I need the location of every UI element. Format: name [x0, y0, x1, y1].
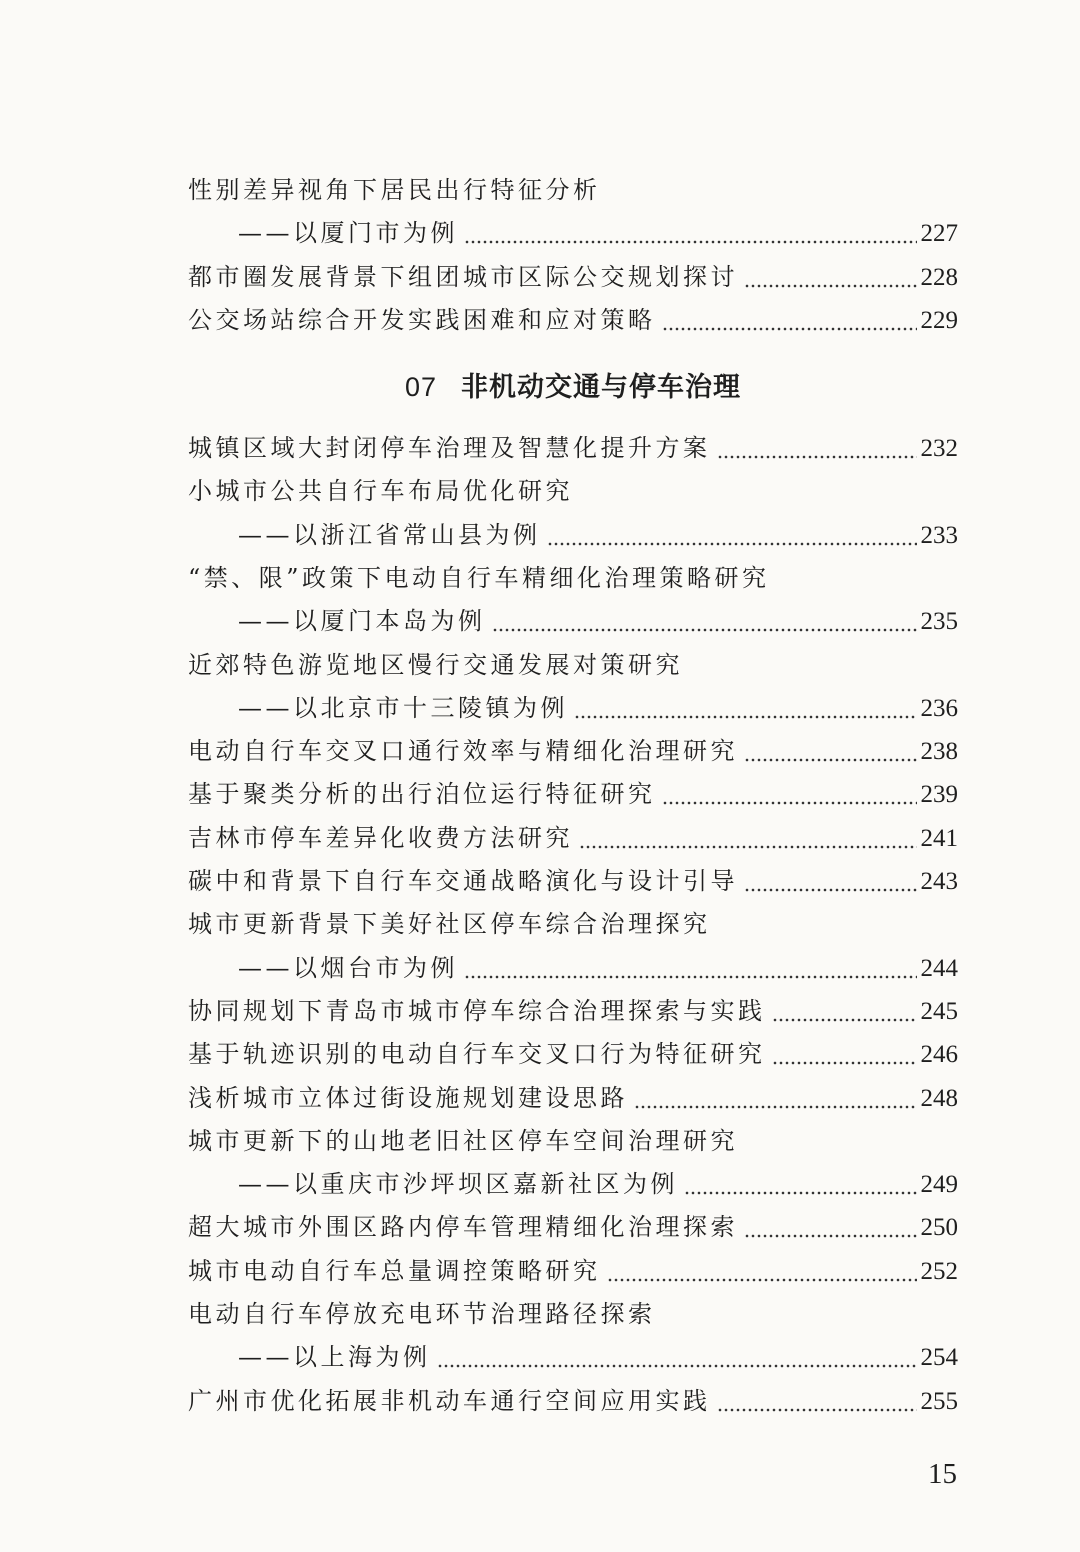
- dot-leader: [717, 1381, 917, 1421]
- toc-entry-title: ——以重庆市沙坪坝区嘉新社区为例: [238, 1170, 678, 1199]
- toc-entry: [188, 1121, 958, 1161]
- toc-entry-title: 近郊特色游览地区慢行交通发展对策研究: [188, 650, 683, 679]
- toc-entry-title: 电动自行车停放充电环节治理路径探索: [188, 1300, 656, 1328]
- toc-page-number: 233: [920, 521, 958, 549]
- toc-entry-title: “禁、限”政策下电动自行车精细化治理策略研究: [188, 563, 770, 592]
- dot-leader: [579, 818, 917, 858]
- toc-subtitle-line: [188, 688, 958, 728]
- toc-page-number: 239: [920, 781, 958, 809]
- toc-subtitle-line: [188, 1164, 958, 1204]
- toc-entry: [188, 1207, 958, 1247]
- toc-page-number: 236: [920, 694, 958, 722]
- toc-subtitle-line: [188, 601, 958, 641]
- dot-leader: [464, 213, 917, 253]
- toc-entry-title: ——以浙江省常山县为例: [238, 520, 541, 549]
- dot-leader: [607, 1251, 917, 1291]
- toc-entry-title: ——以上海为例: [238, 1343, 431, 1372]
- toc-entry: [188, 991, 958, 1031]
- toc-page-number: 228: [920, 263, 958, 291]
- toc-entry-title: ——以烟台市为例: [238, 953, 458, 982]
- toc-page-number: 246: [920, 1041, 958, 1069]
- section-heading: [188, 364, 958, 410]
- dot-leader: [492, 601, 917, 641]
- toc-entry: [188, 1034, 958, 1074]
- dot-leader: [772, 991, 917, 1031]
- page-number: 15: [928, 1458, 957, 1490]
- toc-entry: [188, 861, 958, 901]
- toc-entry-title: 吉林市停车差异化收费方法研究: [188, 823, 573, 852]
- toc-entry-title: 城市更新背景下美好社区停车综合治理探究: [188, 910, 711, 939]
- dot-leader: [662, 300, 917, 340]
- toc-page-number: 227: [920, 220, 958, 248]
- dot-leader: [744, 1207, 917, 1247]
- toc-entry-title: ——以厦门本岛为例: [238, 607, 486, 636]
- toc-entry-title: 碳中和背景下自行车交通战略演化与设计引导: [188, 867, 738, 895]
- toc-page-number: 249: [920, 1171, 958, 1199]
- dot-leader: [744, 257, 917, 297]
- dot-leader: [772, 1034, 917, 1074]
- toc-entry: [188, 1078, 958, 1118]
- toc-entry: [188, 731, 958, 771]
- toc-subtitle-line: [188, 213, 958, 253]
- toc-page-number: 232: [920, 435, 958, 462]
- dot-leader: [547, 515, 917, 555]
- toc-entry: [188, 558, 958, 598]
- toc-page-number: 250: [920, 1214, 958, 1242]
- dot-leader: [634, 1078, 917, 1118]
- toc-entry-title: 小城市公共自行车布局优化研究: [188, 477, 573, 506]
- toc-page-number: 245: [920, 997, 958, 1025]
- toc-entry: [188, 1251, 958, 1291]
- toc-entry-title: 城市更新下的山地老旧社区停车空间治理研究: [188, 1126, 738, 1155]
- section-number: 07: [404, 372, 438, 402]
- toc-entry: [188, 818, 958, 858]
- toc-entry: [188, 774, 958, 814]
- dot-leader: [744, 861, 917, 901]
- toc-entry-title: ——以厦门市为例: [238, 219, 458, 248]
- dot-leader: [662, 774, 917, 814]
- toc-page-number: 252: [920, 1257, 958, 1285]
- toc-entry-title: 基于轨迹识别的电动自行车交叉口行为特征研究: [188, 1040, 766, 1069]
- dot-leader: [684, 1164, 917, 1204]
- dot-leader: [574, 688, 917, 728]
- toc-entry-title: 超大城市外围区路内停车管理精细化治理探索: [188, 1213, 738, 1242]
- toc-entry-title: 公交场站综合开发实践困难和应对策略: [188, 305, 656, 334]
- dot-leader: [464, 948, 917, 988]
- toc-entry-title: 城镇区域大封闭停车治理及智慧化提升方案: [188, 434, 711, 462]
- toc-page-number: 238: [920, 738, 958, 766]
- toc-entry: [188, 257, 958, 297]
- toc-entry: [188, 1294, 958, 1334]
- toc-entry-title: 城市电动自行车总量调控策略研究: [188, 1256, 601, 1285]
- toc-entry: [188, 904, 958, 944]
- toc-subtitle-line: [188, 1337, 958, 1377]
- toc-subtitle-line: [188, 515, 958, 555]
- toc-entry: [188, 645, 958, 685]
- toc-page-number: 244: [920, 954, 958, 982]
- toc-entry: [188, 428, 958, 468]
- dot-leader: [744, 731, 917, 771]
- section-title: 非机动交通与停车治理: [461, 372, 742, 402]
- toc-page-number: 255: [920, 1387, 958, 1415]
- toc-entry: [188, 170, 958, 210]
- toc-page-number: 229: [920, 306, 958, 334]
- toc-page-number: 254: [920, 1344, 958, 1372]
- toc-entry: [188, 300, 958, 340]
- dot-leader: [437, 1337, 917, 1377]
- toc-entry-title: ——以北京市十三陵镇为例: [238, 693, 568, 722]
- toc-entry-title: 电动自行车交叉口通行效率与精细化治理研究: [188, 737, 738, 766]
- toc-entry: [188, 1381, 958, 1421]
- dot-leader: [717, 428, 917, 468]
- toc-page-number: 243: [920, 868, 958, 895]
- toc-entry-title: 广州市优化拓展非机动车通行空间应用实践: [188, 1386, 711, 1415]
- toc-entry-title: 协同规划下青岛市城市停车综合治理探索与实践: [188, 996, 766, 1025]
- toc-entry-title: 性别差异视角下居民出行特征分析: [188, 176, 601, 204]
- toc-page-number: 248: [920, 1084, 958, 1112]
- toc-page-number: 235: [920, 608, 958, 636]
- toc-entry-title: 浅析城市立体过街设施规划建设思路: [188, 1083, 628, 1112]
- toc-entry-title: 基于聚类分析的出行泊位运行特征研究: [188, 780, 656, 809]
- toc-entry: [188, 471, 958, 511]
- toc-entry-title: 都市圈发展背景下组团城市区际公交规划探讨: [188, 262, 738, 291]
- toc-subtitle-line: [188, 948, 958, 988]
- toc-page-number: 241: [920, 824, 958, 852]
